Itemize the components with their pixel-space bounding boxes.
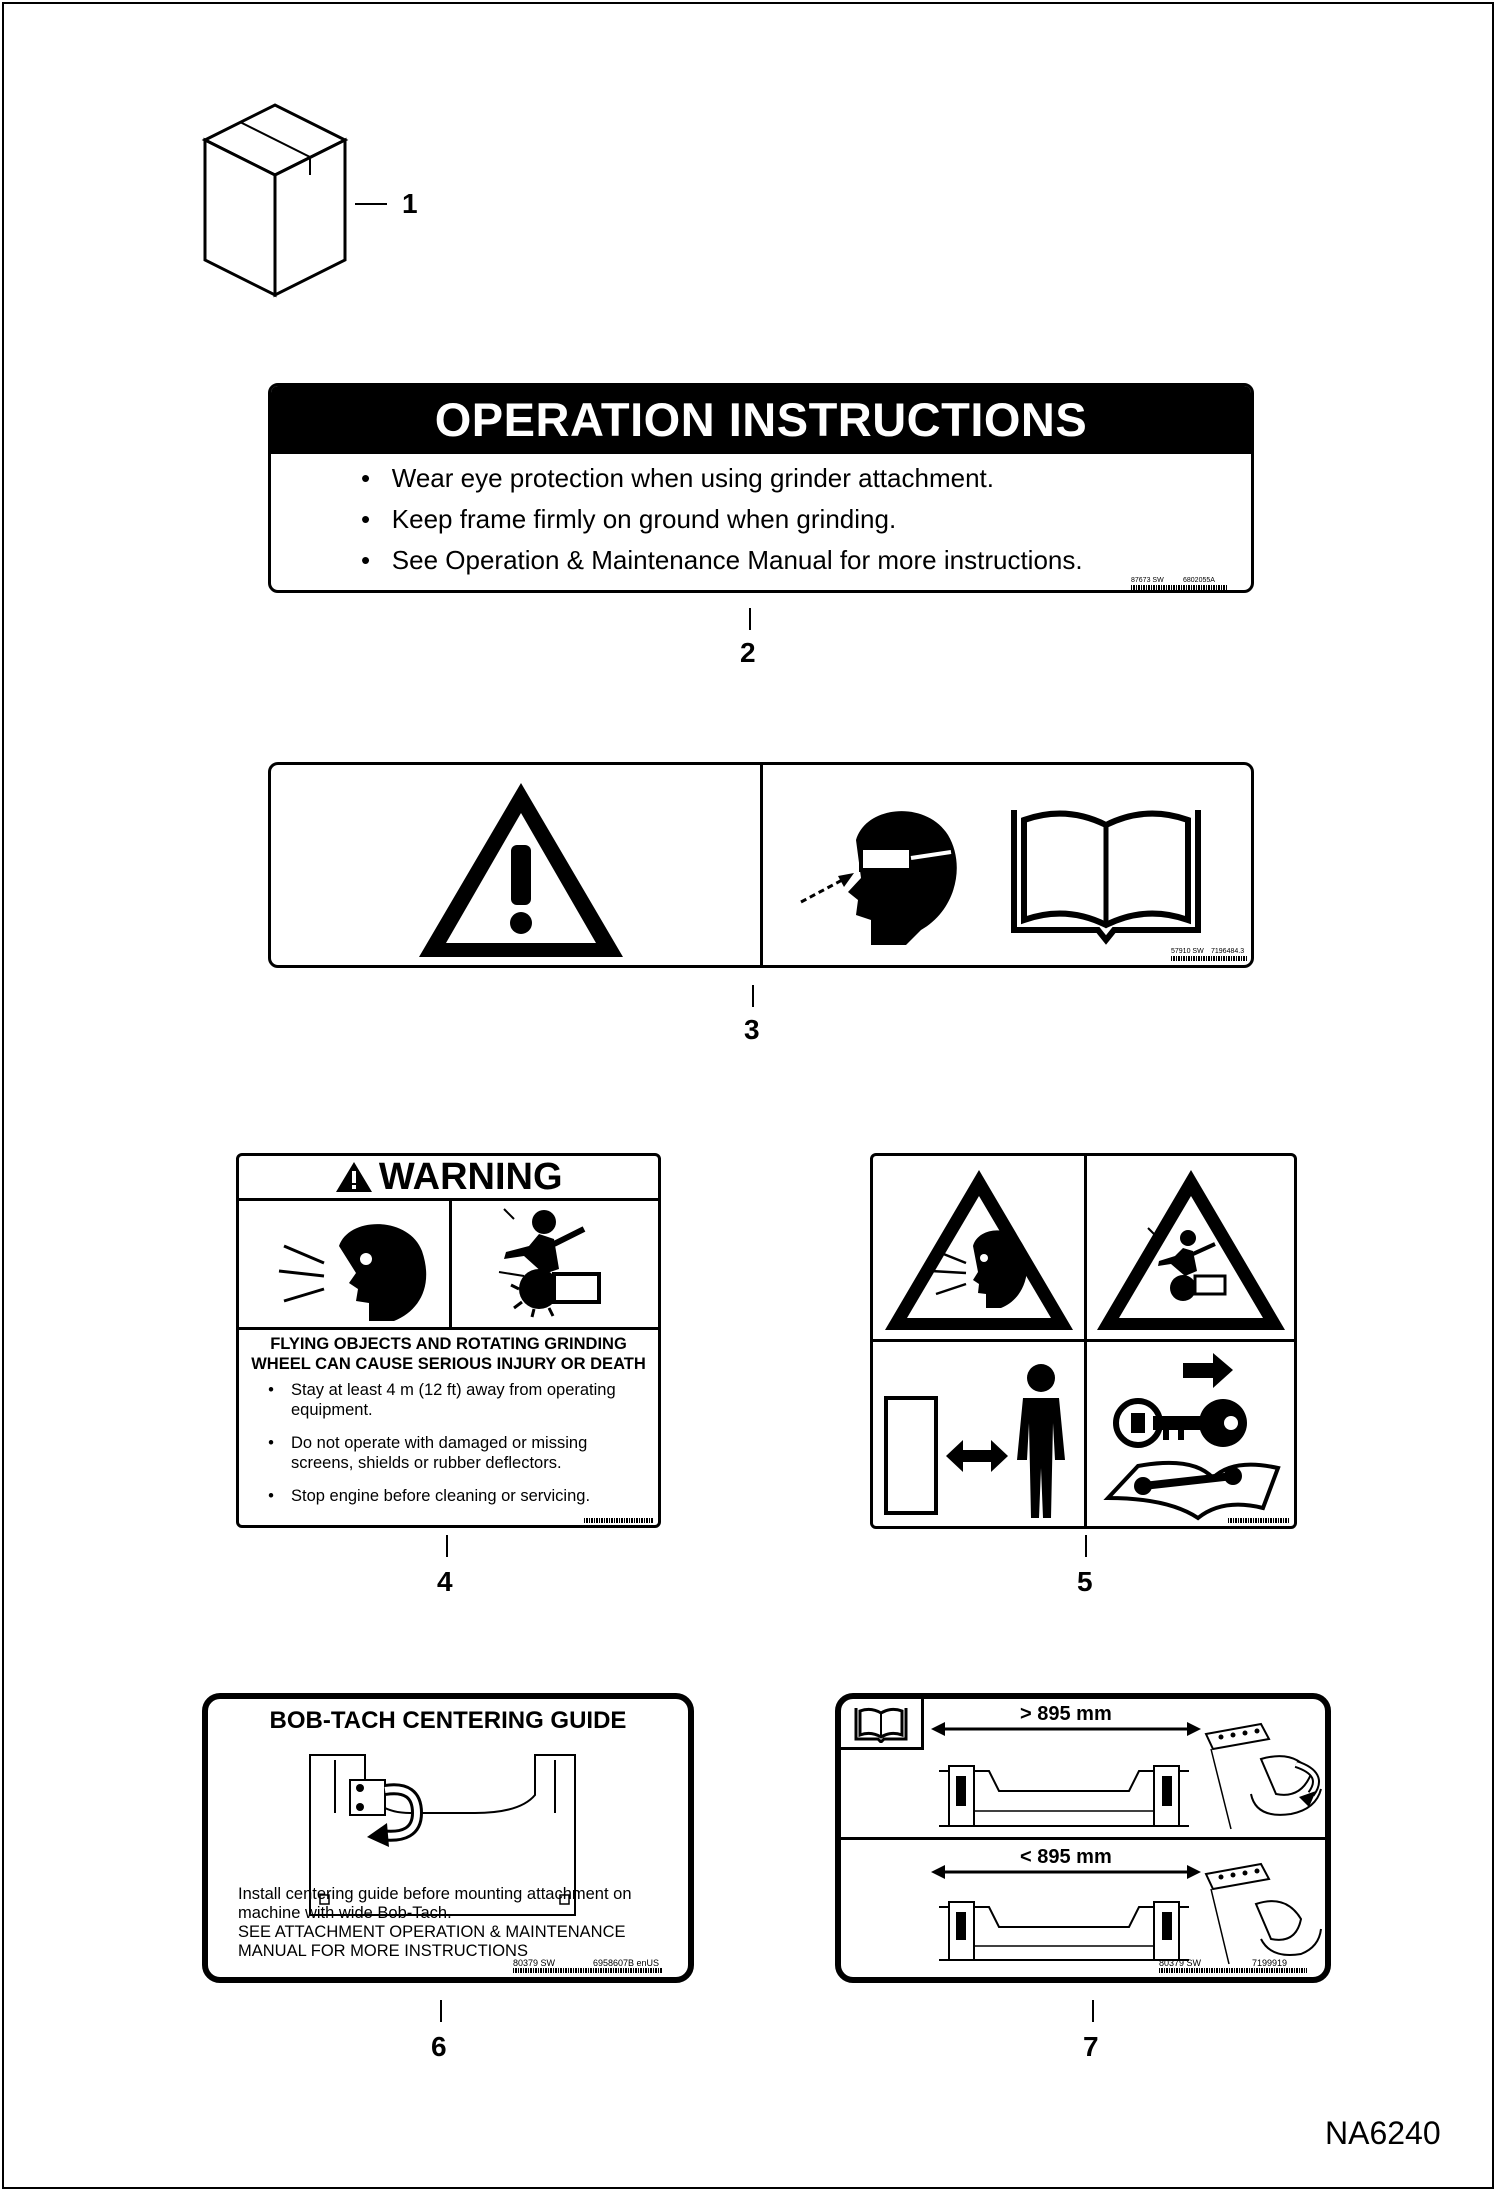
operation-instructions-decal xyxy=(268,383,1254,593)
narrow-bob-tach-diagram xyxy=(929,1882,1202,1968)
leader-line xyxy=(355,203,387,205)
guide-title: BOB-TACH CENTERING GUIDE xyxy=(269,1707,627,1734)
barcode xyxy=(1171,956,1247,961)
barcode xyxy=(1159,1968,1307,1973)
keep-distance-icon xyxy=(881,1348,1077,1526)
callout-3: 3 xyxy=(744,1014,760,1045)
barcode xyxy=(513,1968,663,1973)
part-number: 7199919 xyxy=(1252,1958,1288,1968)
warning-list xyxy=(251,1380,648,1506)
lever-up-diagram xyxy=(1201,1719,1326,1834)
barcode xyxy=(584,1518,654,1523)
bob-tach-width-decal xyxy=(835,1693,1331,1983)
warning-header xyxy=(239,1156,658,1201)
callout-2: 2 xyxy=(740,637,756,668)
part-code: 80379 SW xyxy=(513,1958,556,1968)
leader-line xyxy=(749,608,751,630)
leader-line xyxy=(1092,2000,1094,2022)
leader-line xyxy=(1085,1535,1087,1557)
divider xyxy=(760,765,763,965)
divider xyxy=(873,1339,1294,1342)
leader-line xyxy=(440,2000,442,2022)
callout-4: 4 xyxy=(437,1566,453,1597)
flying-objects-warning-icon xyxy=(881,1166,1077,1334)
remove-key-manual-icon xyxy=(1093,1348,1289,1526)
callout-7: 7 xyxy=(1083,2031,1099,2062)
list-item: • Keep frame firmly on ground when grinding. xyxy=(361,504,897,534)
lever-down-diagram xyxy=(1201,1859,1326,1969)
leader-line xyxy=(446,1535,448,1557)
part-code: 87673 SW xyxy=(1131,577,1164,584)
warning-triangle-icon xyxy=(411,775,631,965)
bob-tach-centering-guide-decal xyxy=(202,1693,694,1983)
leader-line xyxy=(752,985,754,1007)
divider xyxy=(449,1198,452,1327)
manual-book-icon xyxy=(1006,800,1206,950)
callout-5: 5 xyxy=(1077,1566,1093,1597)
box-icon xyxy=(200,100,350,300)
part-code: 57910 SW xyxy=(1171,948,1204,955)
part-number: 7196484.3 xyxy=(1211,948,1245,955)
warning-decal xyxy=(236,1153,661,1528)
divider xyxy=(239,1327,658,1330)
rotating-wheel-warning-icon xyxy=(1093,1166,1289,1334)
warning-title: WARNING xyxy=(378,1156,563,1198)
list-item: • Do not operate with damaged or missing screens, shields or rubber deflectors. xyxy=(268,1434,588,1472)
alert-triangle-icon xyxy=(334,1160,374,1194)
guide-text: Install centering guide before mounting attachment on machine with wide Bob-Tach. SEE ATTACHMENT OPERATION & MAINTENANCE MANUAL FOR MORE INSTRUCTIONS xyxy=(238,1885,632,1960)
part-number: 6802055A xyxy=(1183,577,1215,584)
eye-protection-icon xyxy=(786,800,961,950)
decal-title: OPERATION INSTRUCTIONS xyxy=(434,393,1088,446)
decal-title-bar xyxy=(271,386,1251,454)
list-item: • Stop engine before cleaning or servicing. xyxy=(268,1487,591,1505)
callout-1: 1 xyxy=(402,188,418,219)
instruction-list xyxy=(361,458,1083,581)
safety-pictorial-decal xyxy=(268,762,1254,968)
wide-bob-tach-diagram xyxy=(929,1741,1199,1833)
divider xyxy=(841,1837,1325,1840)
manual-book-icon xyxy=(853,1705,909,1743)
part-number: 6958607B enUS xyxy=(593,1958,660,1968)
callout-6: 6 xyxy=(431,2031,447,2062)
list-item: • See Operation & Maintenance Manual for more instructions. xyxy=(361,545,1083,575)
warning-heading: FLYING OBJECTS AND ROTATING GRINDING WHEEL CAN CAUSE SERIOUS INJURY OR DEATH xyxy=(251,1335,646,1373)
wide-dimension-label: > 895 mm xyxy=(1016,1703,1116,1726)
rotating-wheel-icon xyxy=(484,1204,634,1324)
list-item: • Stay at least 4 m (12 ft) away from operating equipment. xyxy=(268,1381,616,1419)
list-item: • Wear eye protection when using grinder attachment. xyxy=(361,463,994,493)
figure-id: NA6240 xyxy=(1325,2115,1441,2151)
manual-icon-box xyxy=(841,1699,924,1750)
part-code: 80379 SW xyxy=(1159,1958,1202,1968)
pictorial-safety-decal xyxy=(870,1153,1297,1529)
narrow-dimension-label: < 895 mm xyxy=(1016,1846,1116,1869)
flying-objects-icon xyxy=(274,1211,434,1326)
barcode xyxy=(1228,1518,1290,1523)
barcode xyxy=(1131,585,1227,590)
